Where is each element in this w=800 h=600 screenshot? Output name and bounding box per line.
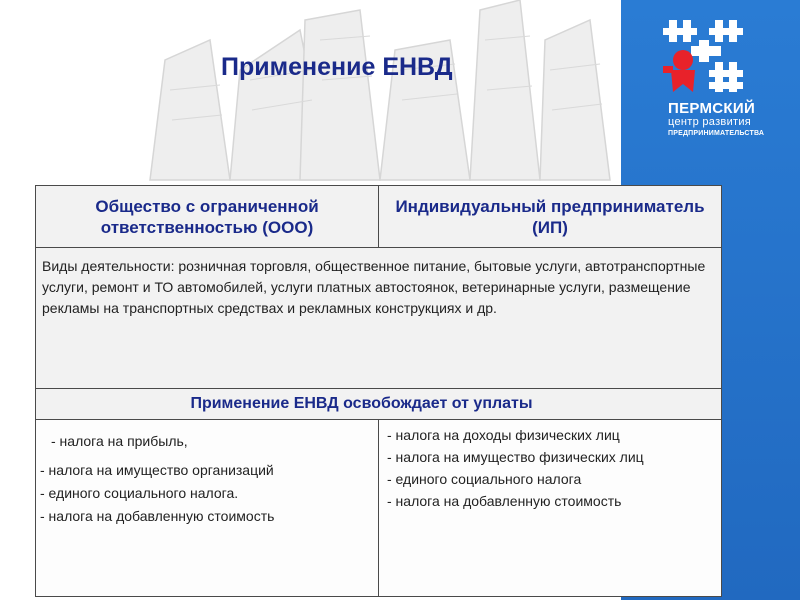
exemption-heading: Применение ЕНВД освобождает от уплаты (190, 395, 533, 412)
list-item: - налога на доходы физических лиц (387, 427, 620, 443)
brand-name-line3: ПРЕДПРИНИМАТЕЛЬСТВА (668, 130, 765, 137)
header-ip: Индивидуальный предприниматель (ИП) (379, 186, 722, 248)
pcrp-logo-icon (663, 18, 749, 96)
table-header-row (36, 186, 722, 248)
envd-table (35, 185, 722, 597)
activities-text: Виды деятельности: розничная торговля, общественное питание, бытовые услуги, автотранспортные услуги, ремонт и ТО автомобилей, услуги платных автостоянок, ветеринарные услуги, размещение рекламы на транспортных средствах и рекламных конструкциях и др. (42, 258, 706, 316)
exemption-row (36, 389, 722, 420)
list-item: - налога на прибыль, (51, 433, 188, 449)
activities-row (36, 248, 722, 389)
exemption-lists-row (36, 420, 722, 597)
header-ooo: Общество с ограниченной ответственностью (ООО) (36, 186, 379, 248)
ip-exemptions-cell (379, 420, 722, 597)
page-title: Применение ЕНВД (221, 53, 453, 81)
activities-cell (36, 248, 722, 389)
list-item: - единого социального налога (387, 471, 582, 487)
list-item: - единого социального налога. (40, 485, 239, 501)
exemption-cell (36, 389, 722, 420)
list-item: - налога на добавленную стоимость (40, 508, 275, 524)
brand-name-line1: ПЕРМСКИЙ (668, 100, 756, 117)
list-item: - налога на имущество физических лиц (387, 449, 644, 465)
list-item: - налога на имущество организаций (40, 462, 274, 478)
list-item: - налога на добавленную стоимость (387, 493, 622, 509)
brand-name-line2: центр развития (668, 116, 752, 128)
ooo-exemptions-cell (36, 420, 379, 597)
